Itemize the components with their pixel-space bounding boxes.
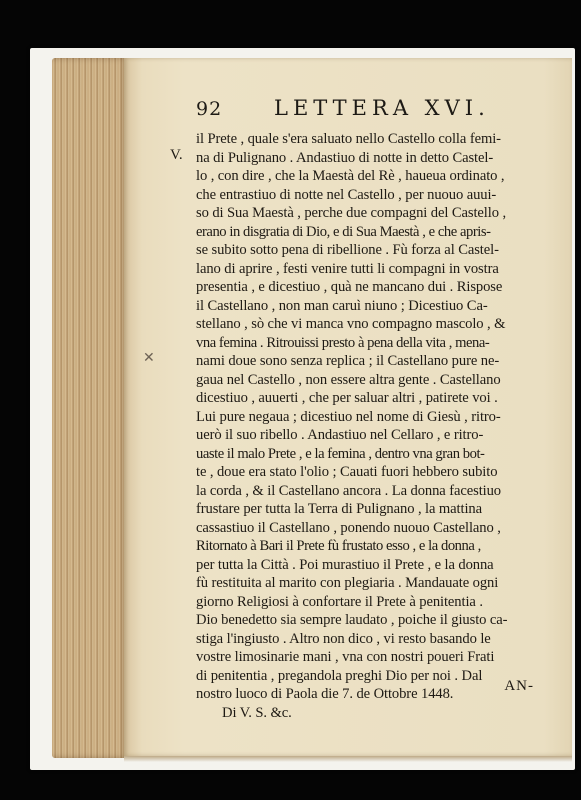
text-line: Di V. S. &c.	[222, 704, 292, 721]
text-line: lano di aprire , festi venire tutti li compagni in vostra	[196, 260, 499, 277]
text-line: il Prete , quale s'era saluato nello Castello colla femi-	[196, 131, 501, 147]
text-line: stellano , sò che vi manca vno compagno mascolo , &	[196, 316, 506, 332]
text-line: Lui pure negaua ; dicestiuo nel nome di Giesù , ritro-	[196, 408, 501, 425]
text-line: lo , con dire , che la Maestà del Rè , haueua ordinato ,	[196, 168, 505, 184]
text-line: na di Pulignano . Andastiuo di notte in detto Castel-	[196, 149, 494, 166]
text-line: il Castellano , non man caruì niuno ; Dicestiuo Ca-	[196, 297, 488, 314]
page-edges	[52, 58, 128, 758]
text-line: giorno Religiosi à confortare il Prete à penitentia .	[196, 593, 483, 610]
catchword: AN-	[504, 678, 534, 694]
text-line: nostro luoco di Paola die 7. de Ottobre 1448.	[196, 686, 454, 702]
text-line: per tutta la Città . Poi murastiuo il Prete , e la donna	[196, 556, 494, 573]
text-line: dicestiuo , auuerti , che per saluar altri , patirete voi .	[196, 390, 498, 406]
text-line: cassastiuo il Castellano , ponendo nuouo Castellano ,	[196, 519, 501, 536]
text-line: che entrastiuo di notte nel Castello , per nuouo auui-	[196, 186, 497, 203]
text-line: la corda , & il Castellano ancora . La donna facestiuo	[196, 482, 502, 499]
text-line: uaste il malo Prete , e la femina , dentro vna gran bot-	[196, 445, 485, 462]
text-line: so di Sua Maestà , perche due compagni del Castello ,	[196, 205, 507, 221]
text-line: fù restituita al marito con plegiaria . Mandauate ogni	[196, 575, 499, 591]
text-line: te , doue era stato l'olio ; Cauati fuori hebbero subito	[196, 464, 498, 480]
text-line: vna femina . Ritrouissi presto à pena della vita , mena-	[196, 334, 490, 351]
text-line: se subito sotto pena di ribellione . Fù forza al Castel-	[196, 242, 499, 258]
text-line: erano in disgratia di Dio, e di Sua Maestà , e che apris-	[196, 223, 491, 240]
running-head: LETTERA XVI.	[274, 96, 490, 120]
text-line: vostre limosinarie mani , vna con nostri poueri Frati	[196, 649, 495, 665]
letter-body	[196, 130, 568, 722]
text-line: nami doue sono senza replica ; il Castellano pure ne-	[196, 353, 500, 369]
page-number: 92	[196, 98, 223, 120]
page-bottom-shadow	[124, 756, 572, 762]
book-page	[124, 58, 572, 756]
margin-note: V.	[170, 147, 183, 163]
text-line: presentia , e dicestiuo , quà ne mancano dui . Rispose	[196, 279, 503, 295]
text-line: Ritornato à Bari il Prete fù frustato esso , e la donna ,	[196, 538, 481, 554]
text-line: frustare per tutta la Terra di Pulignano , la mattina	[196, 501, 482, 517]
text-line: gaua nel Castello , non essere altra gente . Castellano	[196, 371, 501, 388]
text-line: di penitentia , pregandola preghi Dio per noi . Dal	[196, 667, 483, 684]
text-line: Dio benedetto sia sempre laudato , poiche il giusto ca-	[196, 612, 508, 628]
text-line: stiga l'ingiusto . Altro non dico , vi resto basando le	[196, 630, 491, 647]
text-line: uerò il suo ribello . Andastiuo nel Cellaro , e ritro-	[196, 427, 484, 443]
pencil-mark-icon: ✕	[143, 350, 155, 366]
